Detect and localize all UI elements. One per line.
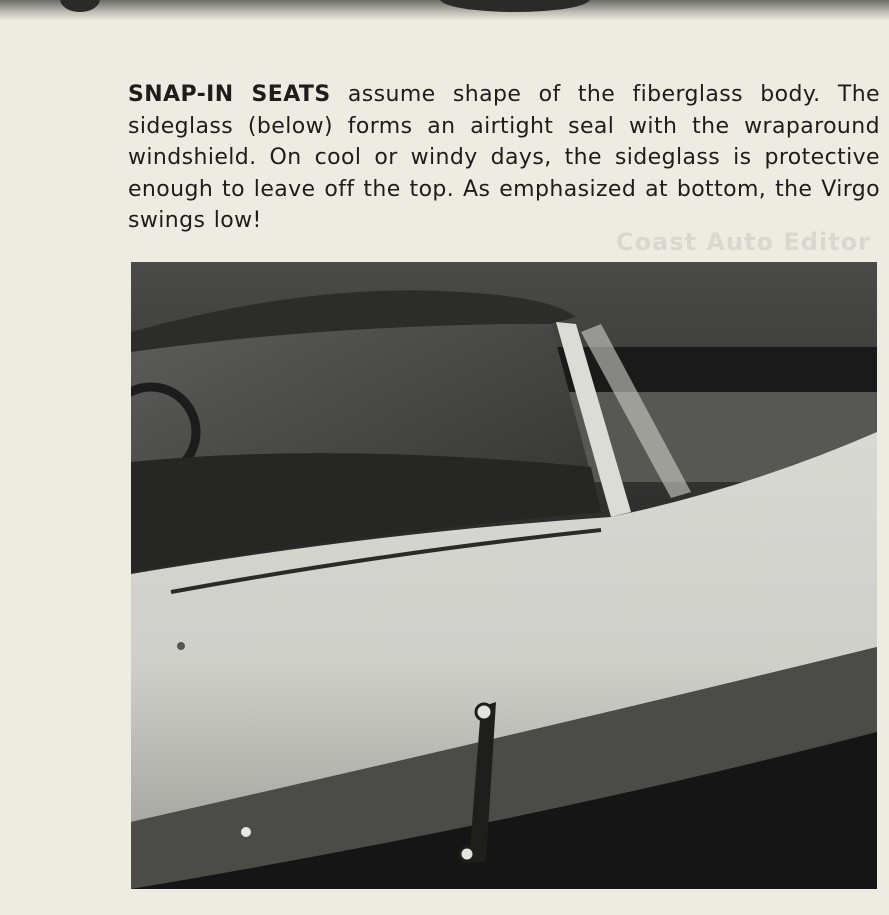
caption-body: assume shape of the fiberglass body. The sideglass (below) forms an airtight seal with the wraparound windshield. On cool or windy days, the sideglass is protective enough to leave off the top. As emphasized at bottom, the Virgo swings low! [128,82,880,233]
car-illustration [131,262,877,889]
bleed-through-text: Coast Auto Editor [616,228,871,256]
car-photo [131,262,877,889]
photo-caption [128,79,880,237]
caption-lead: SNAP-IN SEATS [128,82,331,107]
previous-photo-edge [0,0,889,20]
